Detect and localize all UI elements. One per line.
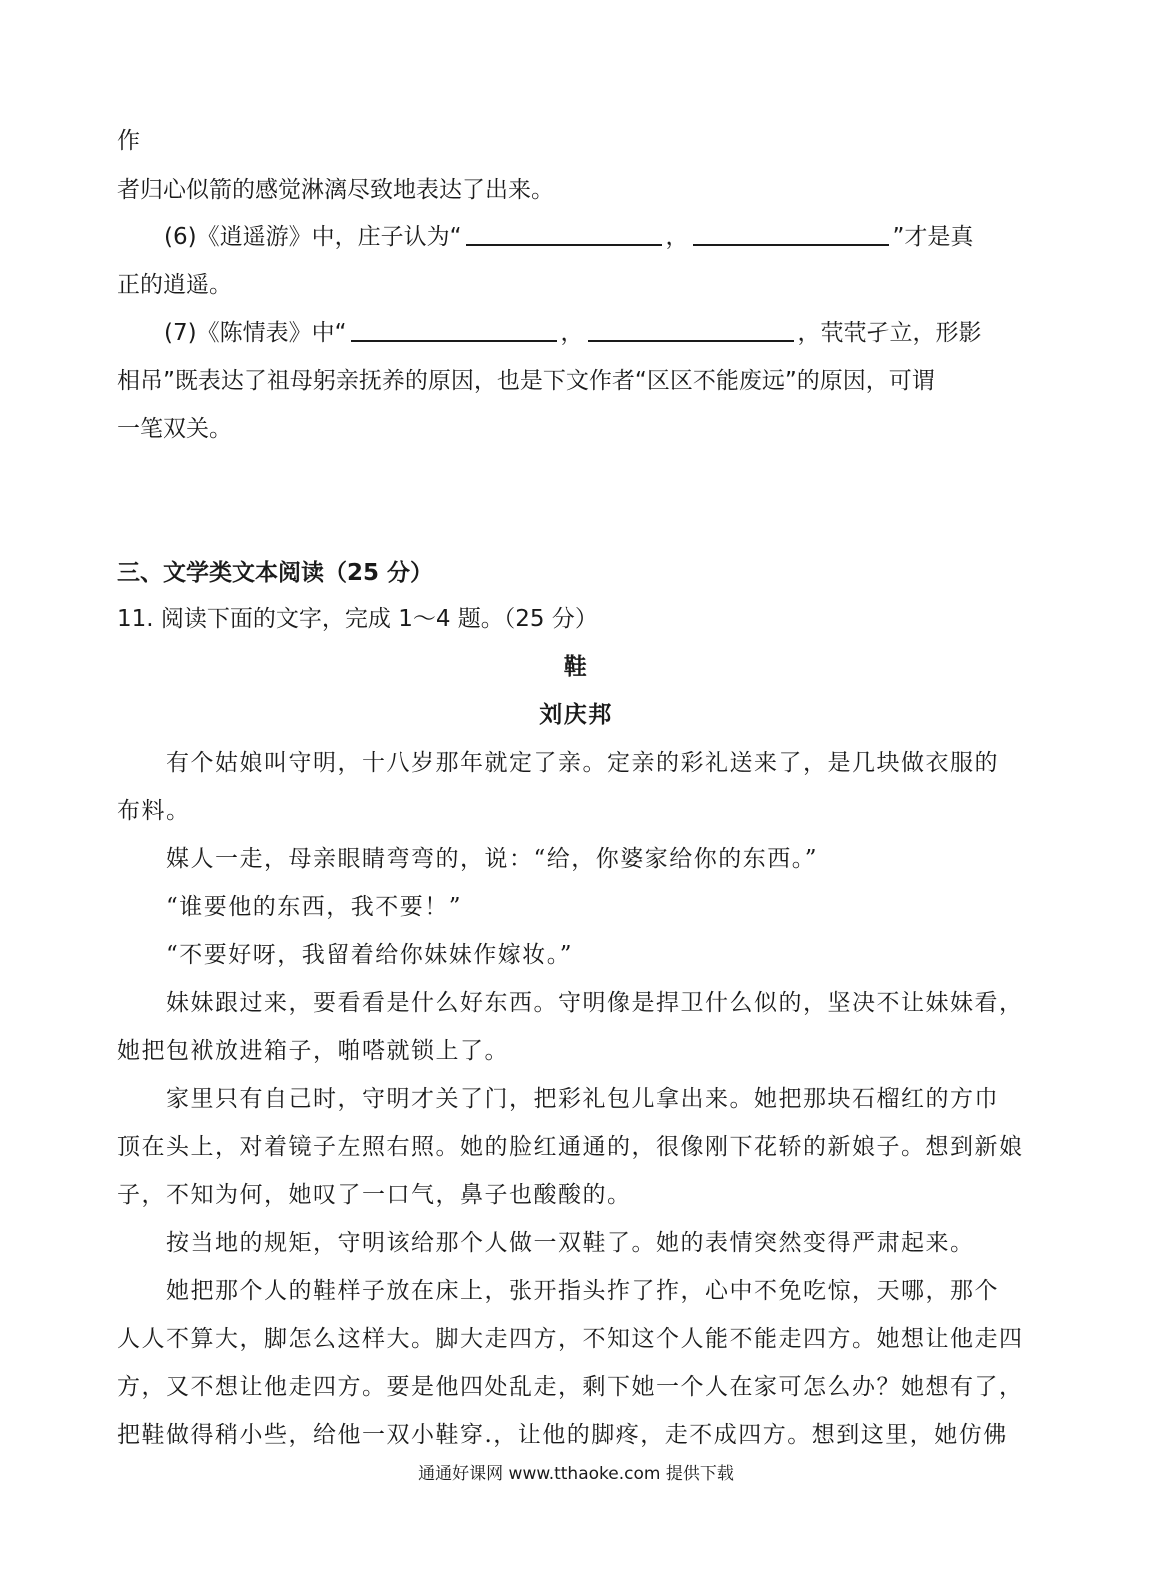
story-line: 她把包袱放进箱子，啪嗒就锁上了。 — [117, 1038, 509, 1064]
question-7-comma: ， — [560, 320, 584, 346]
question-6-prefix: (6)《逍遥游》中，庄子认为“ — [164, 224, 462, 250]
story-line: 家里只有自己时，守明才关了门，把彩礼包儿拿出来。她把那块石榴红的方巾 — [166, 1086, 999, 1112]
story-line: 子，不知为何，她叹了一口气，鼻子也酸酸的。 — [117, 1182, 632, 1208]
story-line: 人人不算大，脚怎么这样大。脚大走四方，不知这个人能不能走四方。她想让他走四 — [117, 1326, 1024, 1352]
question-6-comma: ， — [665, 224, 689, 250]
question-11: 11. 阅读下面的文字，完成 1～4 题。（25 分） — [117, 606, 598, 632]
answer-blank[interactable] — [351, 318, 557, 342]
prev-fill-line-2: 者归心似箭的感觉淋漓尽致地表达了出来。 — [117, 177, 554, 203]
story-line: 按当地的规矩，守明该给那个人做一双鞋了。她的表情突然变得严肃起来。 — [166, 1230, 975, 1256]
story-line: 把鞋做得稍小些，给他一双小鞋穿.，让他的脚疼，走不成四方。想到这里，她仿佛 — [117, 1422, 1008, 1448]
prev-fill-line-1: 作 — [117, 128, 140, 154]
story-line: 顶在头上，对着镜子左照右照。她的脸红通通的，很像刚下花轿的新娘子。想到新娘 — [117, 1134, 1024, 1160]
story-line: “谁要他的东西，我不要！” — [166, 894, 463, 920]
question-6-continued: 正的逍遥。 — [117, 272, 232, 298]
page-footer: 通通好课网 www.tthaoke.com 提供下载 — [418, 1464, 734, 1484]
story-line: 方，又不想让他走四方。要是他四处乱走，剩下她一个人在家可怎么办？她想有了， — [117, 1374, 1024, 1400]
question-7-prefix: (7)《陈情表》中“ — [164, 320, 347, 346]
question-7-continued-2: 一笔双关。 — [117, 416, 232, 442]
question-6 — [164, 222, 1064, 252]
story-line: 妹妹跟过来，要看看是什么好东西。守明像是捍卫什么似的，坚决不让妹妹看， — [166, 990, 1024, 1016]
story-line: 布料。 — [117, 798, 191, 824]
story-title: 鞋 — [563, 653, 589, 680]
story-author: 刘庆邦 — [539, 701, 613, 728]
section-heading: 三、文学类文本阅读（25 分） — [117, 560, 434, 586]
story-line: “不要好呀，我留着给你妹妹作嫁妆。” — [166, 942, 574, 968]
question-7 — [164, 318, 1064, 348]
story-line: 媒人一走，母亲眼睛弯弯的，说：“给，你婆家给你的东西。” — [166, 846, 819, 872]
answer-blank[interactable] — [466, 222, 662, 246]
answer-blank[interactable] — [693, 222, 889, 246]
question-6-suffix: ”才是真 — [892, 224, 974, 250]
question-7-continued-1: 相吊”既表达了祖母躬亲抚养的原因，也是下文作者“区区不能废远”的原因，可谓 — [117, 368, 935, 394]
story-line: 她把那个人的鞋样子放在床上，张开指头拃了拃，心中不免吃惊，天哪，那个 — [166, 1278, 999, 1304]
answer-blank[interactable] — [588, 318, 794, 342]
question-7-suffix: ，茕茕孑立，形影 — [797, 320, 982, 346]
story-line: 有个姑娘叫守明，十八岁那年就定了亲。定亲的彩礼送来了，是几块做衣服的 — [166, 750, 999, 776]
